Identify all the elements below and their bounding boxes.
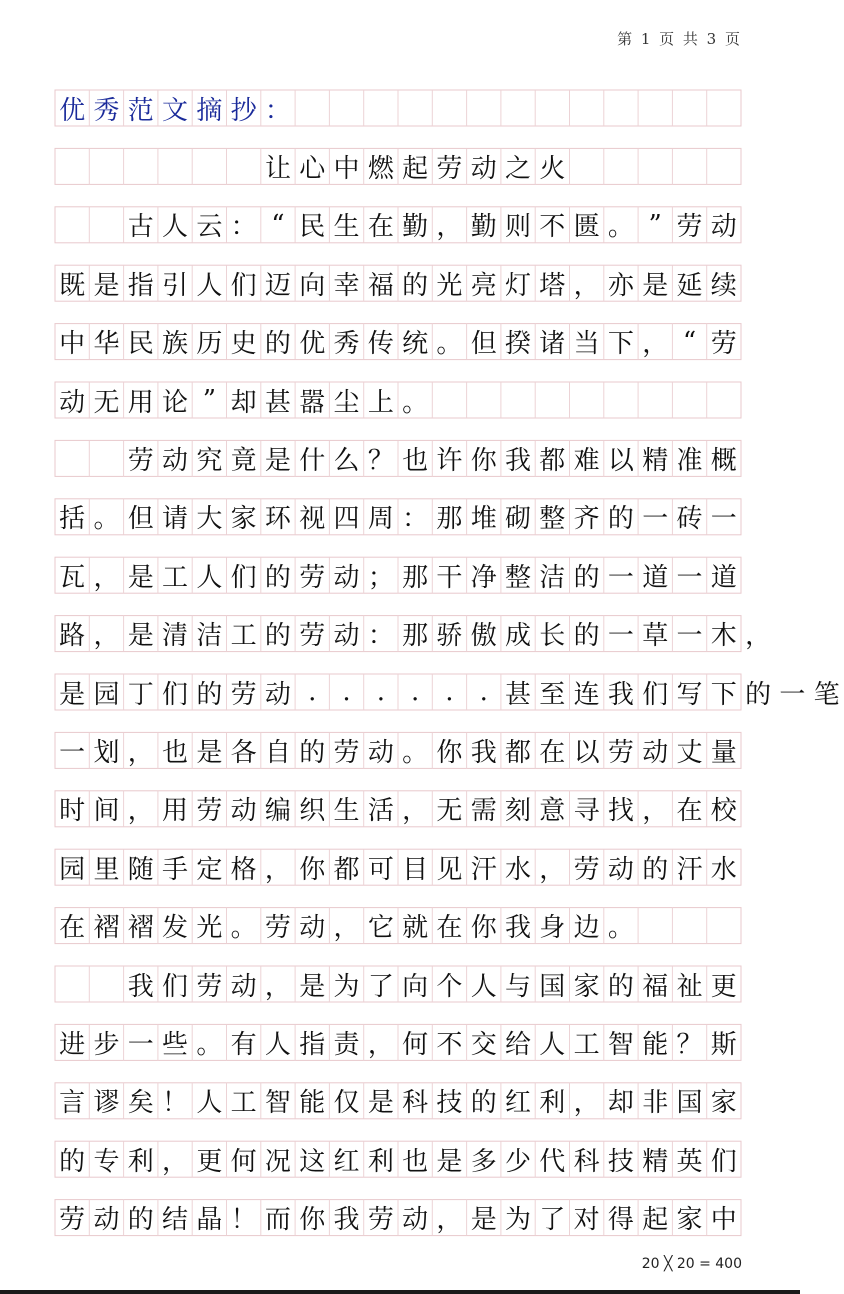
essay-line: 括 。 但 请 大 家 环 视 四 周 ： 那 堆 砌 整 齐 的 一 砖 一 [59, 504, 737, 535]
essay-line: 动 无 用 论 ” 却 甚 嚣 尘 上 。 [59, 385, 429, 418]
essay-line: 时 间 ， 用 劳 动 编 织 生 活 ， 无 需 刻 意 寻 找 ， 在 校 [59, 796, 737, 827]
page-number: 第 1 页 共 3 页 [617, 30, 742, 48]
essay-line: 是 园 丁 们 的 劳 动 . . . . . . 甚 至 连 我 们 写 下 的 一 笔 [59, 677, 840, 710]
essay-line: 瓦 ， 是 工 人 们 的 劳 动 ； 那 干 净 整 洁 的 一 道 一 道 [59, 562, 737, 593]
essay-line: 言 谬 矣 ！ 人 工 智 能 仅 是 科 技 的 红 利 ， 却 非 国 家 [59, 1088, 737, 1119]
essay-line: 既 是 指 引 人 们 迈 向 幸 福 的 光 亮 灯 塔 ， 亦 是 延 续 [59, 270, 737, 301]
essay-line: 的 专 利 ， 更 何 况 这 红 利 也 是 多 少 代 科 技 精 英 们 [59, 1146, 737, 1177]
essay-line: 劳 动 究 竟 是 什 么 ？ 也 许 你 我 都 难 以 精 准 概 [127, 445, 737, 476]
essay-line: 中 华 民 族 历 史 的 优 秀 传 统 。 但 揆 诸 当 下 ， “ 劳 [59, 326, 737, 360]
essay-line: 在 褶 褶 发 光 。 劳 动 ， 它 就 在 你 我 身 边 。 [59, 913, 634, 944]
essay-line: 路 ， 是 清 洁 工 的 劳 动 ： 那 骄 傲 成 长 的 一 草 一 木 ， [59, 621, 772, 652]
essay-text [55, 72, 840, 1240]
essay-line: 一 划 ， 也 是 各 自 的 劳 动 。 你 我 都 在 以 劳 动 丈 量 [59, 737, 737, 768]
section-heading: 优 秀 范 文 摘 抄 ： [59, 95, 291, 126]
grid-count: 20 ╳ 20 = 400 [641, 1256, 742, 1272]
bottom-divider [0, 1290, 800, 1294]
essay-title: 让 心 中 燃 起 劳 动 之 火 [264, 153, 566, 184]
writing-grid [55, 72, 840, 1240]
essay-line: 古 人 云 ： “ 民 生 在 勤 ， 勤 则 不 匮 。 ” 劳 动 [127, 209, 737, 243]
essay-line: 进 步 一 些 。 有 人 指 责 ， 何 不 交 给 人 工 智 能 ？ 斯 [59, 1029, 737, 1060]
essay-line: 劳 动 的 结 晶 ！ 而 你 我 劳 动 ， 是 为 了 对 得 起 家 中 [59, 1205, 737, 1236]
essay-line: 园 里 随 手 定 格 ， 你 都 可 目 见 汗 水 ， 劳 动 的 汗 水 [59, 854, 737, 885]
essay-line: 我 们 劳 动 ， 是 为 了 向 个 人 与 国 家 的 福 祉 更 [127, 971, 737, 1002]
